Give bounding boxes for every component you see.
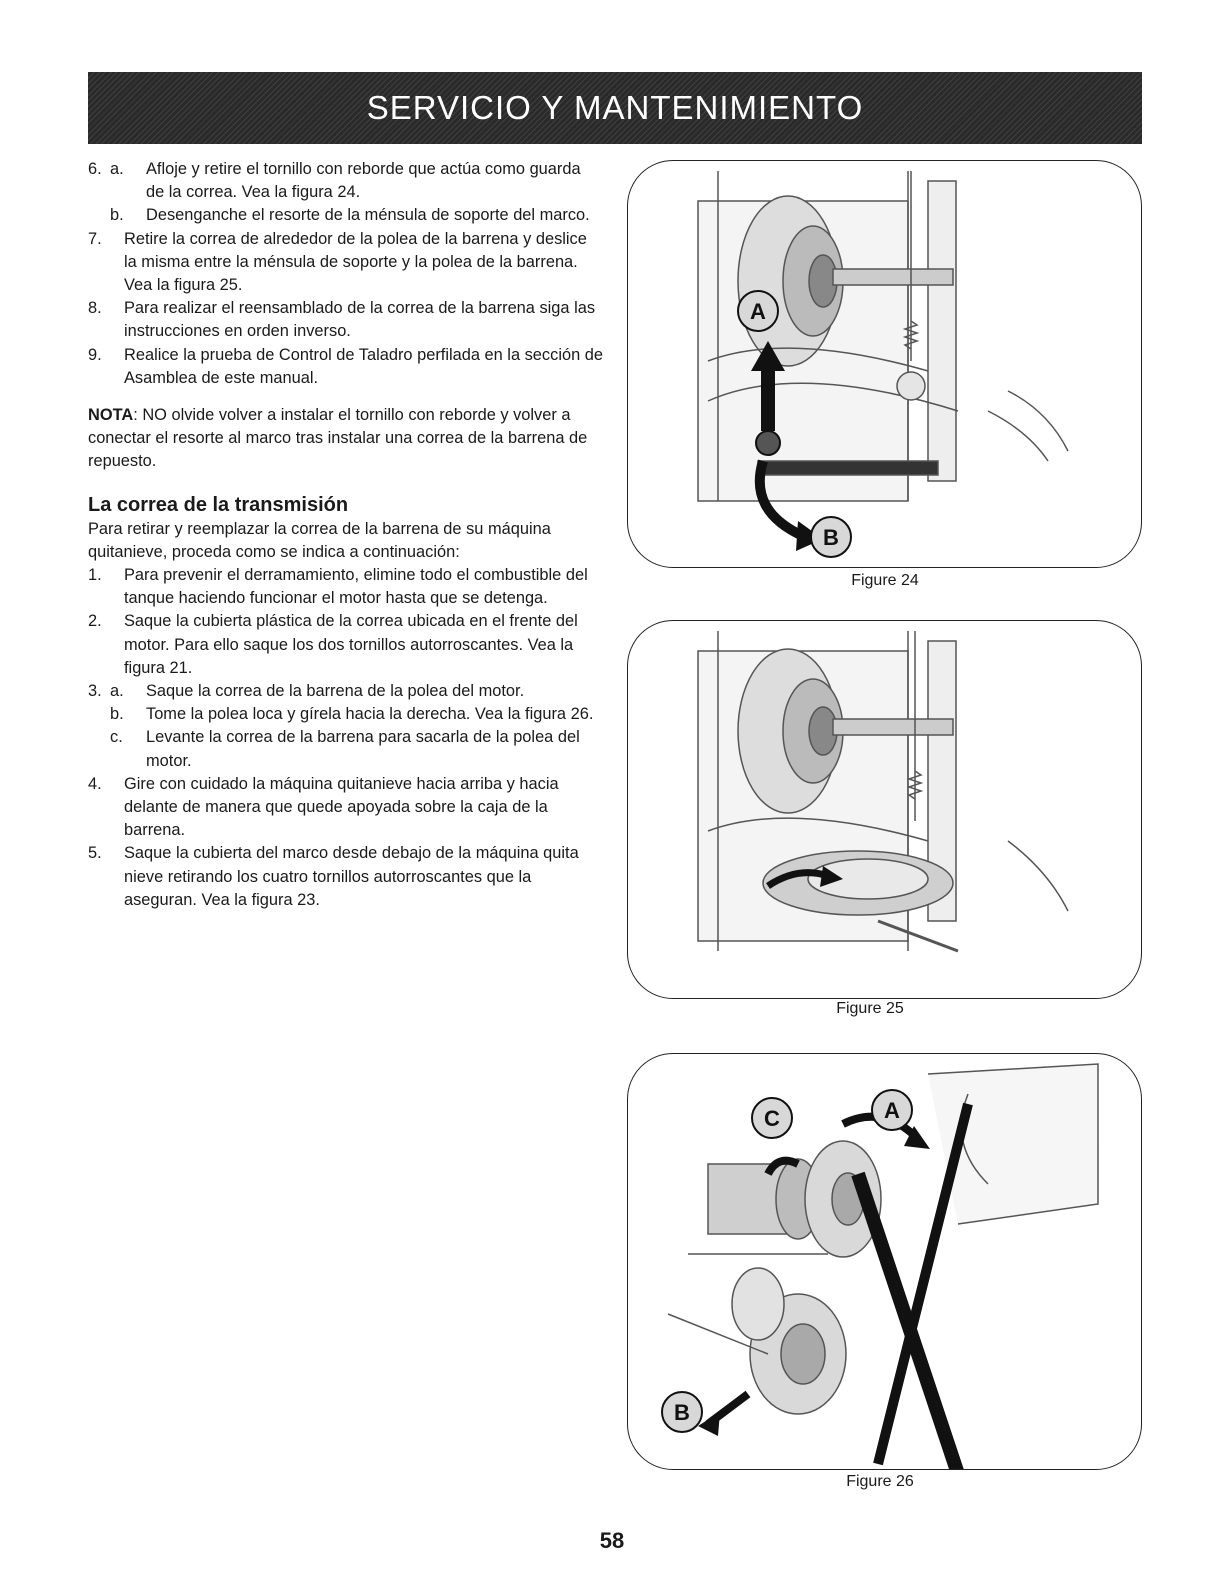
list-item bbox=[88, 158, 603, 204]
figure-24-drawing bbox=[628, 161, 1141, 567]
page-title: SERVICIO Y MANTENIMIENTO bbox=[366, 89, 864, 126]
step-text: Saque la cubierta plástica de la correa ubicada en el frente del motor. Para ello saque los dos tornillos autorroscantes. Vea la figura 21. bbox=[124, 612, 578, 677]
callout-b: B bbox=[823, 525, 839, 550]
note-label: NOTA bbox=[88, 406, 134, 425]
step-text: Gire con cuidado la máquina quitanieve hacia arriba y hacia delante de manera que quede apoyada sobre la caja de la barrena. bbox=[124, 774, 559, 840]
step-number: 5. bbox=[88, 844, 102, 863]
step-number: 2. bbox=[88, 612, 102, 631]
steps-list-part1 bbox=[88, 158, 603, 390]
step-text: Tome la polea loca y gírela hacia la derecha. Vea la figura 26. bbox=[146, 705, 594, 724]
step-number: 1. bbox=[88, 566, 102, 585]
step-text: Afloje y retire el tornillo con reborde que actúa como guarda de la correa. Vea la figura 24. bbox=[146, 160, 581, 202]
step-number: 4. bbox=[88, 774, 102, 793]
list-item bbox=[88, 842, 603, 912]
list-item bbox=[88, 610, 603, 680]
figure-25-caption: Figure 25 bbox=[836, 1000, 904, 1017]
step-number: 9. bbox=[88, 345, 102, 364]
step-text: Realice la prueba de Control de Taladro perfilada en la sección de Asamblea de este manual. bbox=[124, 345, 603, 387]
callout-c: C bbox=[764, 1106, 780, 1131]
list-item bbox=[88, 344, 603, 390]
figure-24-caption: Figure 24 bbox=[851, 572, 919, 589]
step-number: 3. bbox=[88, 682, 102, 701]
step-letter: c. bbox=[110, 728, 123, 747]
list-item bbox=[88, 228, 603, 298]
section-header-banner bbox=[88, 72, 1142, 144]
step-number: 8. bbox=[88, 299, 102, 318]
step-number: 6. bbox=[88, 160, 102, 178]
steps-list-part2 bbox=[88, 564, 603, 912]
page-number: 58 bbox=[599, 1528, 625, 1553]
section-intro: Para retirar y reemplazar la correa de la barrena de su máquina quitanieve, proceda como se indica a continuación: bbox=[88, 519, 551, 561]
list-item bbox=[88, 703, 603, 726]
step-letter: b. bbox=[110, 206, 124, 225]
figure-26-drawing bbox=[628, 1054, 1141, 1469]
figure-24-illustration bbox=[627, 160, 1142, 568]
step-text: Saque la correa de la barrena de la polea del motor. bbox=[146, 682, 525, 701]
note-paragraph bbox=[88, 404, 603, 474]
callout-a: A bbox=[884, 1098, 900, 1123]
step-text: Para prevenir el derramamiento, elimine todo el combustible del tanque haciendo funcionar el motor hasta que se detenga. bbox=[124, 566, 588, 608]
step-letter: a. bbox=[110, 682, 124, 701]
section-heading: La correa de la transmisión bbox=[88, 493, 349, 516]
step-number: 7. bbox=[88, 229, 102, 248]
step-letter: b. bbox=[110, 705, 124, 724]
list-item bbox=[88, 680, 603, 703]
step-text: Retire la correa de alrededor de la polea de la barrena y deslice la misma entre la ménsula de soporte y la polea de la barrena. Vea la figura 25. bbox=[124, 229, 587, 295]
figure-25-illustration bbox=[627, 620, 1142, 999]
step-text: Levante la correa de la barrena para sacarla de la polea del motor. bbox=[146, 728, 580, 770]
figure-25-drawing bbox=[628, 621, 1141, 998]
instructions-column bbox=[88, 158, 603, 912]
step-letter: a. bbox=[110, 160, 124, 178]
callout-b: B bbox=[674, 1400, 690, 1425]
step-text: Desenganche el resorte de la ménsula de soporte del marco. bbox=[146, 206, 590, 225]
callout-a: A bbox=[750, 299, 766, 324]
note-text: : NO olvide volver a instalar el tornillo con reborde y volver a conectar el resorte al marco tras instalar una correa de la barrena de repuesto. bbox=[88, 406, 588, 471]
list-item bbox=[88, 726, 603, 772]
figure-26-illustration bbox=[627, 1053, 1142, 1470]
list-item bbox=[88, 564, 603, 610]
figure-26-caption: Figure 26 bbox=[846, 1473, 914, 1490]
list-item bbox=[88, 773, 603, 843]
step-text: Para realizar el reensamblado de la correa de la barrena siga las instrucciones en orden inverso. bbox=[124, 299, 596, 341]
list-item bbox=[88, 204, 603, 227]
step-text: Saque la cubierta del marco desde debajo de la máquina quita nieve retirando los cuatro tornillos autorroscantes que la aseguran. Vea la figura 23. bbox=[124, 844, 579, 909]
list-item bbox=[88, 297, 603, 343]
